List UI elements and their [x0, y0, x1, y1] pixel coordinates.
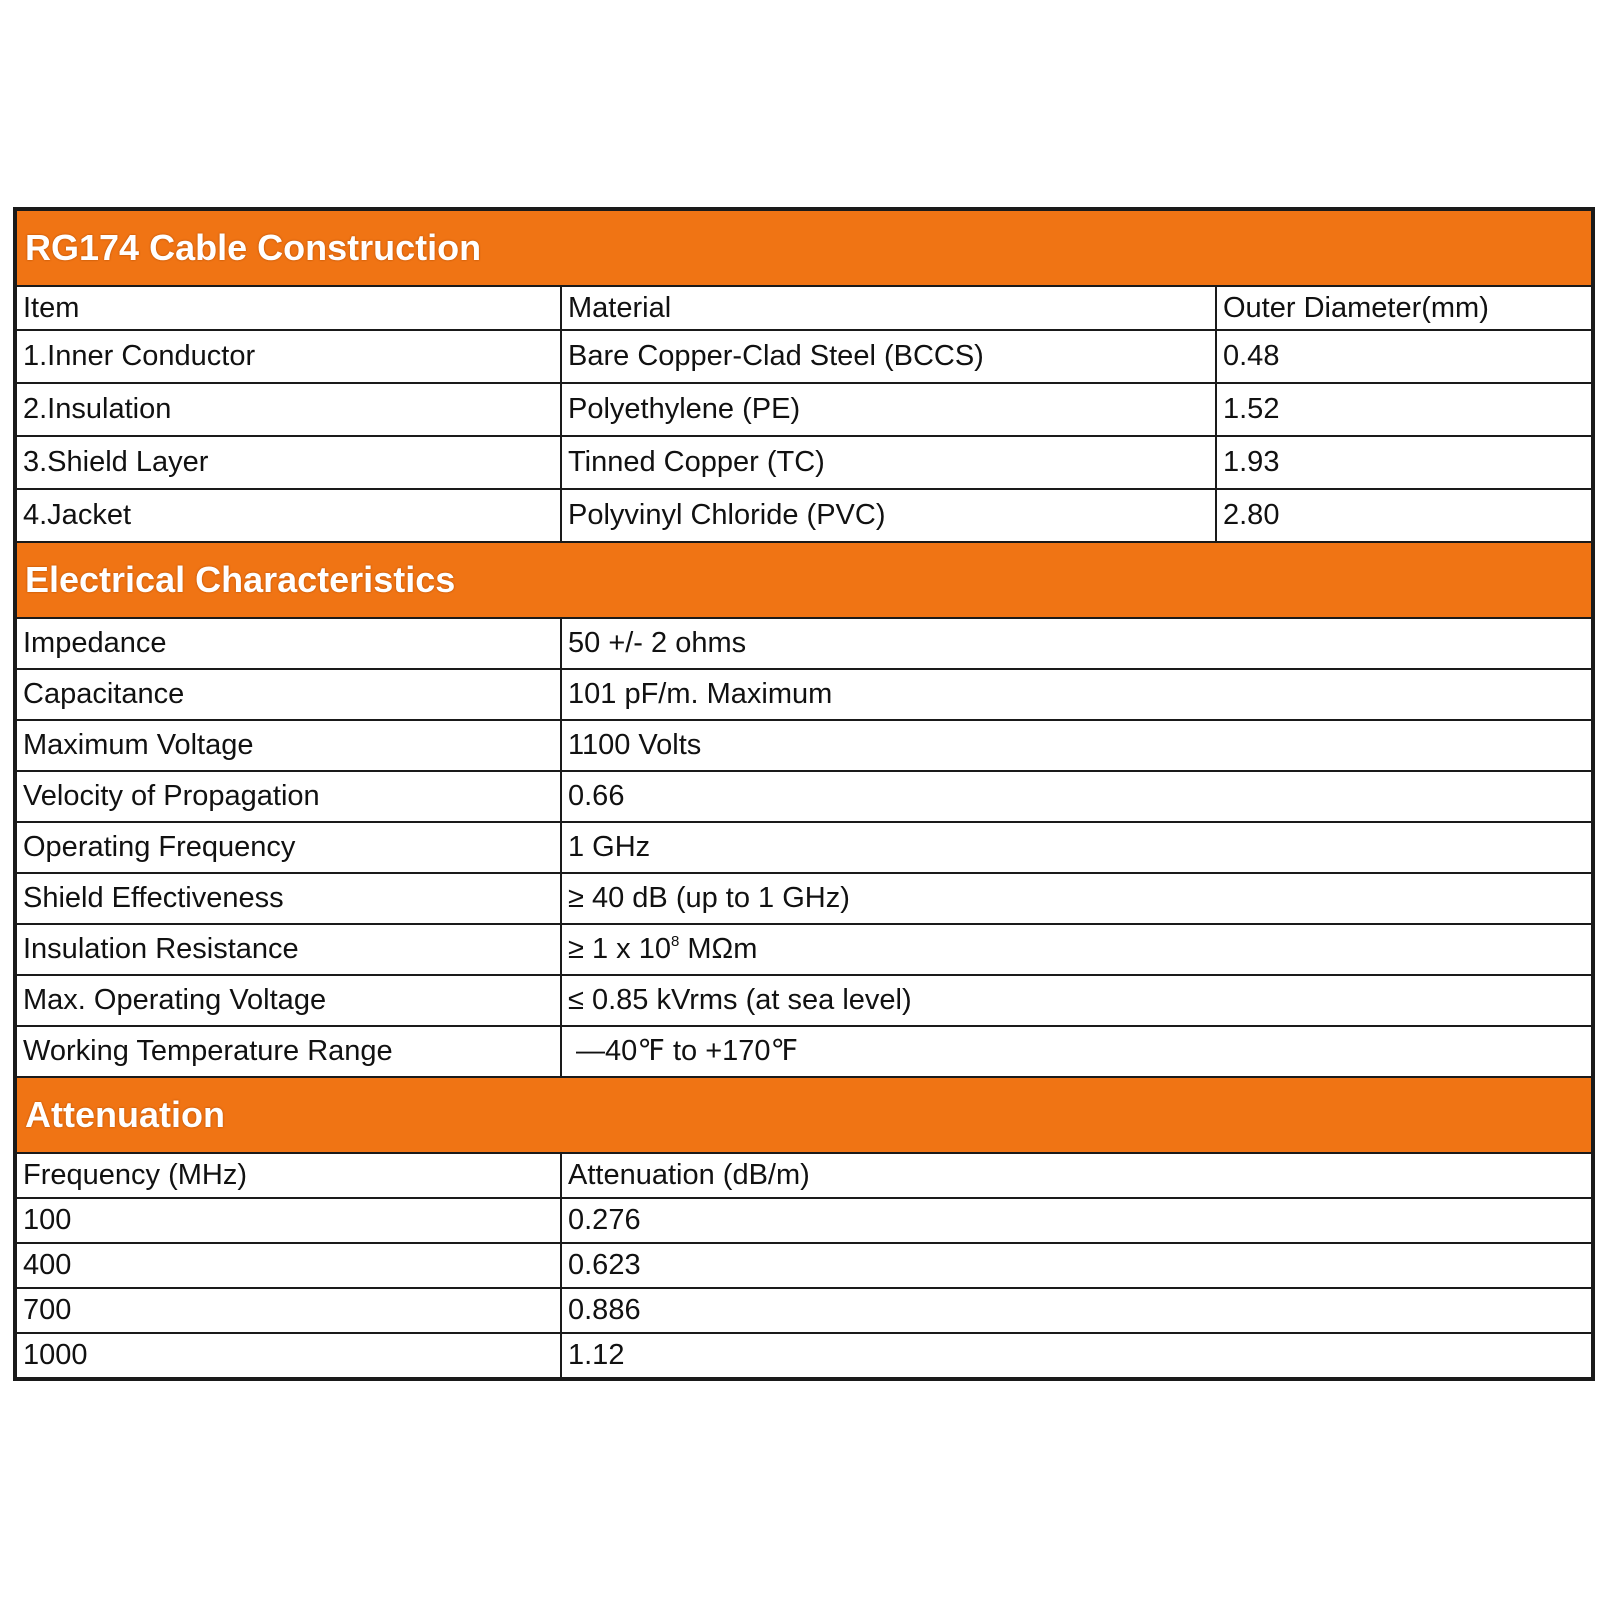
table-row [16, 1288, 1592, 1333]
table-cell: Shield Effectiveness [16, 873, 561, 924]
table-header-row [16, 1153, 1592, 1198]
table-cell: 0.66 [561, 771, 1592, 822]
table-row [16, 330, 1592, 383]
spec-sheet [13, 207, 1595, 1381]
table-row [16, 618, 1592, 669]
table-cell: 1 GHz [561, 822, 1592, 873]
section-title: Electrical Characteristics [16, 542, 1592, 618]
table-row [16, 873, 1592, 924]
section-title: Attenuation [16, 1077, 1592, 1153]
table-cell: 700 [16, 1288, 561, 1333]
column-header-item: Item [16, 286, 561, 330]
table-cell: ≥ 40 dB (up to 1 GHz) [561, 873, 1592, 924]
table-cell: 1.Inner Conductor [16, 330, 561, 383]
table-cell: 1.52 [1216, 383, 1592, 436]
table-row [16, 669, 1592, 720]
table-cell: 101 pF/m. Maximum [561, 669, 1592, 720]
spec-table [15, 209, 1593, 1379]
table-header-row [16, 286, 1592, 330]
table-row [16, 975, 1592, 1026]
table-row [16, 924, 1592, 975]
table-cell: ≤ 0.85 kVrms (at sea level) [561, 975, 1592, 1026]
column-header-frequency: Frequency (MHz) [16, 1153, 561, 1198]
table-cell: 0.276 [561, 1198, 1592, 1243]
table-row [16, 436, 1592, 489]
table-row [16, 720, 1592, 771]
table-cell: Working Temperature Range [16, 1026, 561, 1077]
table-cell: 1.12 [561, 1333, 1592, 1378]
column-header-attenuation: Attenuation (dB/m) [561, 1153, 1592, 1198]
table-row [16, 489, 1592, 542]
table-cell-insulation-resistance [561, 924, 1592, 975]
table-cell: 50 +/- 2 ohms [561, 618, 1592, 669]
table-cell: 0.886 [561, 1288, 1592, 1333]
table-cell: Polyethylene (PE) [561, 383, 1216, 436]
table-row [16, 1333, 1592, 1378]
table-cell: 100 [16, 1198, 561, 1243]
table-cell: Polyvinyl Chloride (PVC) [561, 489, 1216, 542]
table-cell: Velocity of Propagation [16, 771, 561, 822]
table-cell: 1100 Volts [561, 720, 1592, 771]
insulation-value: ≥ 1 x 10 [568, 933, 671, 965]
insulation-unit: MΩm [679, 933, 758, 965]
table-cell: Bare Copper-Clad Steel (BCCS) [561, 330, 1216, 383]
table-cell: 1.93 [1216, 436, 1592, 489]
column-header-material: Material [561, 286, 1216, 330]
table-cell: Insulation Resistance [16, 924, 561, 975]
table-row [16, 1243, 1592, 1288]
table-row [16, 383, 1592, 436]
table-cell: Max. Operating Voltage [16, 975, 561, 1026]
table-row [16, 1198, 1592, 1243]
table-cell: Impedance [16, 618, 561, 669]
table-cell: —40℉ to +170℉ [561, 1026, 1592, 1077]
table-cell: 400 [16, 1243, 561, 1288]
insulation-exponent: 8 [670, 933, 680, 950]
section-header-construction [16, 210, 1592, 286]
table-cell: Tinned Copper (TC) [561, 436, 1216, 489]
table-cell: 3.Shield Layer [16, 436, 561, 489]
section-header-attenuation [16, 1077, 1592, 1153]
table-cell: Maximum Voltage [16, 720, 561, 771]
table-cell: Operating Frequency [16, 822, 561, 873]
column-header-outer-diameter: Outer Diameter(mm) [1216, 286, 1592, 330]
table-cell: 0.48 [1216, 330, 1592, 383]
section-header-electrical [16, 542, 1592, 618]
table-row [16, 1026, 1592, 1077]
table-cell: 1000 [16, 1333, 561, 1378]
table-cell: 0.623 [561, 1243, 1592, 1288]
table-cell: 2.80 [1216, 489, 1592, 542]
table-cell: 4.Jacket [16, 489, 561, 542]
table-cell: Capacitance [16, 669, 561, 720]
table-cell: 2.Insulation [16, 383, 561, 436]
table-row [16, 771, 1592, 822]
section-title: RG174 Cable Construction [16, 210, 1592, 286]
table-row [16, 822, 1592, 873]
